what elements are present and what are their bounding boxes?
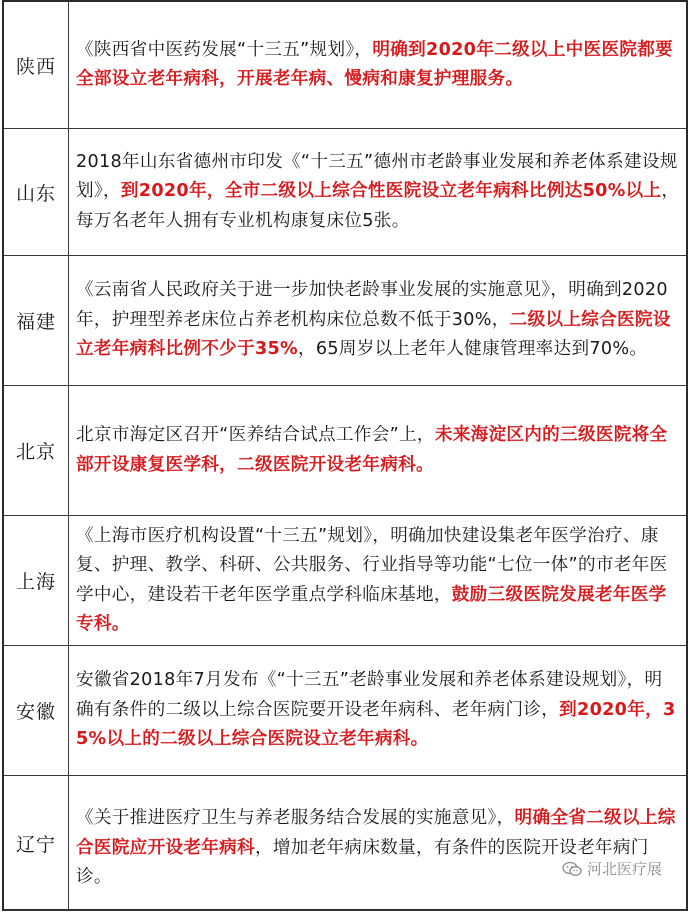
policy-cell <box>76 646 680 775</box>
table-row <box>4 776 686 911</box>
policy-segment: 《关于推进医疗卫生与养老服务结合发展的实施意见》， <box>76 808 515 828</box>
policy-segment: 北京市海定区召开“医养结合试点工作会”上， <box>76 425 435 445</box>
province-cell: 安徽 <box>4 646 69 775</box>
policy-cell <box>76 516 680 645</box>
policy-segment: ，65周岁以上老年人健康管理率达到70%。 <box>297 339 648 360</box>
policy-segment: 《上海市医疗机构设置“十三五”规划》，明确加快建设集老年医学治疗、康复、护理、教学、科研、公共服务、行业指导等功能“七位一体”的市老年医学中心，建设若干老年医学重点学科临床基地， <box>76 525 668 605</box>
watermark <box>562 858 662 879</box>
policy-highlight: 鼓励三级医院发展老年医学专科。 <box>76 584 667 634</box>
policy-segment: ，增加老年病床数量，有条件的医院开设老年病门诊。 <box>76 837 649 887</box>
policy-table <box>2 0 688 911</box>
policy-text <box>76 421 680 480</box>
policy-highlight: 未来海淀区内的三级医院将全部开设康复医学科，二级医院开设老年病科。 <box>76 425 668 475</box>
table-row <box>4 129 686 256</box>
table-row <box>4 386 686 516</box>
policy-highlight: 二级以上综合医院设立老年病科比例不少于35% <box>76 309 671 360</box>
policy-highlight: 到2020年，35%以上的二级以上综合医院设立老年病科。 <box>76 699 676 750</box>
policy-text <box>76 666 680 755</box>
policy-text <box>76 276 680 365</box>
policy-segment: ，每万名老年人拥有专业机构康复床位5张。 <box>76 181 680 231</box>
province-cell: 山东 <box>4 129 69 255</box>
province-cell: 辽宁 <box>4 776 69 910</box>
policy-cell <box>76 776 680 910</box>
watermark-text: 河北医疗展 <box>586 860 662 878</box>
policy-segment: 《云南省人民政府关于进一步加快老龄事业发展的实施意见》，明确到2020年，护理型养老床位占养老机构床位总数不低于30%， <box>76 280 668 330</box>
province-cell: 福建 <box>4 256 69 385</box>
policy-text <box>76 804 680 893</box>
policy-highlight: 明确全省二级以上综合医院应开设老年病科 <box>76 808 676 858</box>
wechat-icon <box>562 861 582 877</box>
table-row <box>4 2 686 129</box>
province-cell: 陕西 <box>4 2 69 128</box>
table-row <box>4 516 686 646</box>
province-cell: 北京 <box>4 386 69 515</box>
policy-text <box>76 148 680 237</box>
province-cell: 上海 <box>4 516 69 645</box>
policy-cell <box>76 386 680 515</box>
policy-segment: 2018年山东省德州市印发《“十三五”德州市老龄事业发展和养老体系建设规划》， <box>76 151 678 202</box>
policy-text <box>76 36 680 95</box>
policy-cell <box>76 129 680 255</box>
policy-segment: 安徽省2018年7月发布《“十三五”老龄事业发展和养老体系建设规划》，明确有条件的二级以上综合医院要开设老年病科、老年病门诊， <box>76 670 663 720</box>
policy-cell <box>76 256 680 385</box>
policy-text <box>76 522 680 640</box>
policy-highlight: 明确到2020年二级以上中医医院都要全部设立老年病科，开展老年病、慢病和康复护理服务。 <box>76 39 674 89</box>
policy-segment: 《陕西省中医药发展“十三五”规划》， <box>76 39 373 60</box>
table-row <box>4 646 686 776</box>
policy-highlight: 到2020年，全市二级以上综合性医院设立老年病科比例达50%以上 <box>120 181 662 202</box>
table-row <box>4 256 686 386</box>
policy-cell <box>76 2 680 128</box>
